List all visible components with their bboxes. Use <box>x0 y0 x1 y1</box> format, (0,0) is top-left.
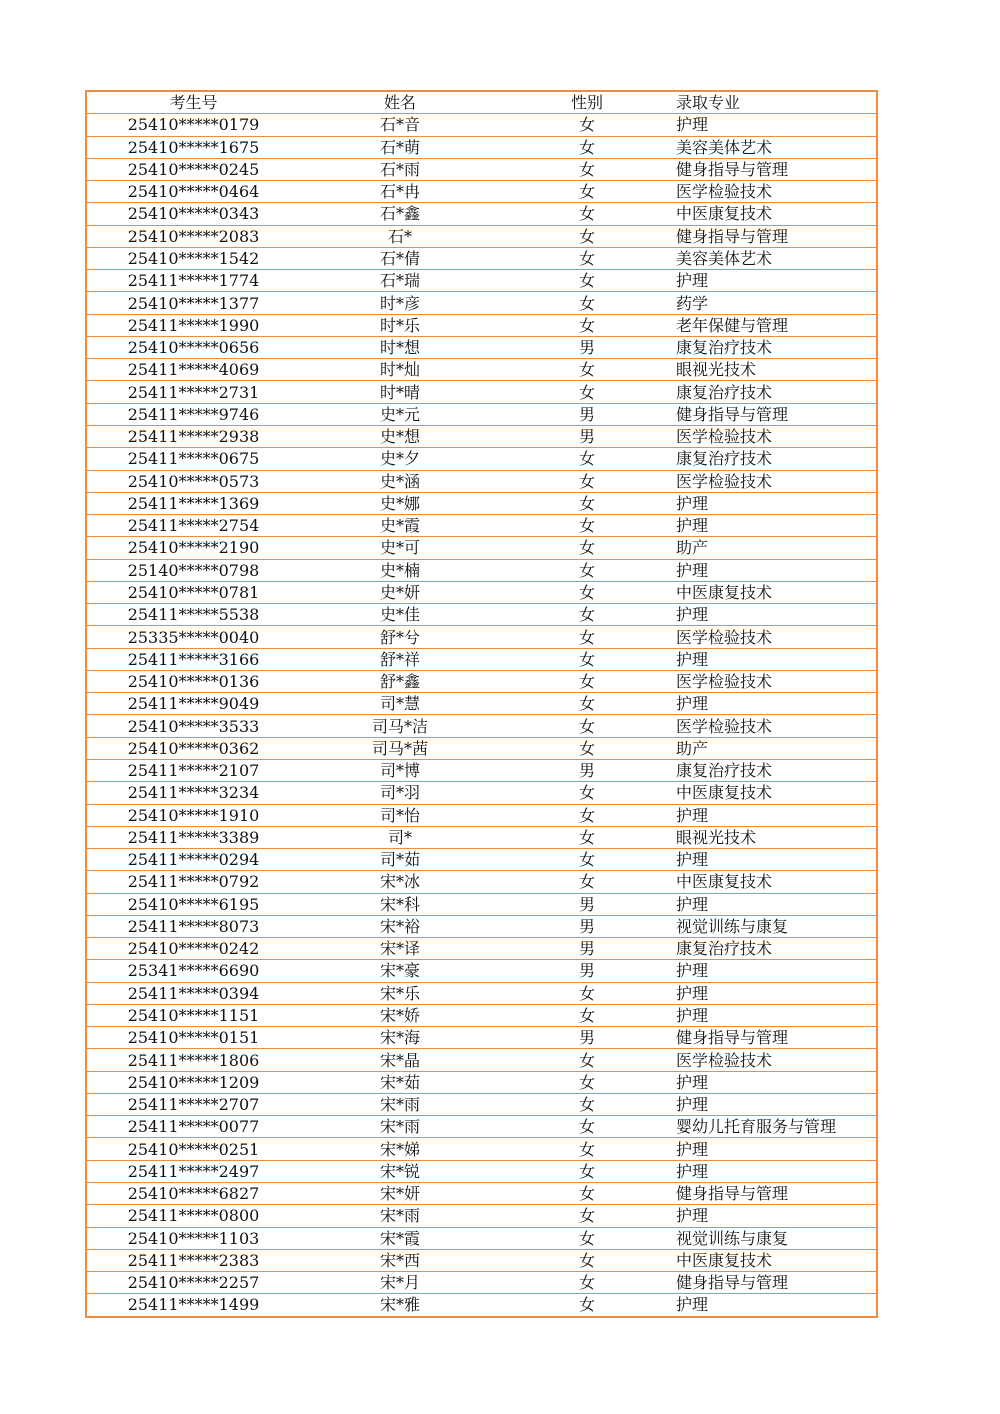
exam-id-cell: 25411*****0077 <box>86 1116 300 1138</box>
column-header-name: 姓名 <box>300 91 500 114</box>
gender-cell: 女 <box>500 448 674 470</box>
major-cell: 护理 <box>674 960 877 982</box>
student-name-cell: 宋*妍 <box>300 1183 500 1205</box>
major-cell: 健身指导与管理 <box>674 1027 877 1049</box>
major-cell: 护理 <box>674 1160 877 1182</box>
exam-id-cell: 25411*****3234 <box>86 782 300 804</box>
table-row <box>86 938 877 960</box>
gender-cell: 女 <box>500 871 674 893</box>
table-row <box>86 314 877 336</box>
exam-id-cell: 25411*****1369 <box>86 492 300 514</box>
gender-cell: 女 <box>500 1138 674 1160</box>
exam-id-cell: 25411*****3389 <box>86 826 300 848</box>
student-name-cell: 石*倩 <box>300 247 500 269</box>
gender-cell: 女 <box>500 581 674 603</box>
exam-id-cell: 25335*****0040 <box>86 626 300 648</box>
exam-id-cell: 25411*****1774 <box>86 270 300 292</box>
gender-cell: 男 <box>500 336 674 358</box>
student-name-cell: 宋*茹 <box>300 1071 500 1093</box>
student-name-cell: 史*霞 <box>300 515 500 537</box>
major-cell: 护理 <box>674 982 877 1004</box>
exam-id-cell: 25411*****9746 <box>86 403 300 425</box>
major-cell: 康复治疗技术 <box>674 938 877 960</box>
exam-id-cell: 25411*****2497 <box>86 1160 300 1182</box>
student-name-cell: 宋*海 <box>300 1027 500 1049</box>
exam-id-cell: 25411*****8073 <box>86 915 300 937</box>
exam-id-cell: 25410*****0464 <box>86 181 300 203</box>
gender-cell: 女 <box>500 782 674 804</box>
gender-cell: 女 <box>500 1071 674 1093</box>
exam-id-cell: 25410*****0656 <box>86 336 300 358</box>
student-name-cell: 宋*雨 <box>300 1116 500 1138</box>
gender-cell: 女 <box>500 804 674 826</box>
major-cell: 老年保健与管理 <box>674 314 877 336</box>
table-row <box>86 804 877 826</box>
gender-cell: 女 <box>500 982 674 1004</box>
exam-id-cell: 25410*****1209 <box>86 1071 300 1093</box>
exam-id-cell: 25411*****0792 <box>86 871 300 893</box>
gender-cell: 女 <box>500 559 674 581</box>
major-cell: 中医康复技术 <box>674 203 877 225</box>
student-name-cell: 宋*科 <box>300 893 500 915</box>
exam-id-cell: 25411*****5538 <box>86 604 300 626</box>
major-cell: 护理 <box>674 1294 877 1317</box>
exam-id-cell: 25411*****2383 <box>86 1249 300 1271</box>
major-cell: 助产 <box>674 537 877 559</box>
table-row <box>86 1004 877 1026</box>
student-name-cell: 时*乐 <box>300 314 500 336</box>
exam-id-cell: 25411*****3166 <box>86 648 300 670</box>
student-name-cell: 司马*茜 <box>300 737 500 759</box>
student-name-cell: 宋*西 <box>300 1249 500 1271</box>
table-row <box>86 1138 877 1160</box>
exam-id-cell: 25410*****0136 <box>86 670 300 692</box>
gender-cell: 男 <box>500 938 674 960</box>
student-name-cell: 史*佳 <box>300 604 500 626</box>
gender-cell: 女 <box>500 247 674 269</box>
student-name-cell: 宋*雨 <box>300 1093 500 1115</box>
student-name-cell: 史*娜 <box>300 492 500 514</box>
column-header-gender: 性别 <box>500 91 674 114</box>
table-row <box>86 1294 877 1317</box>
gender-cell: 女 <box>500 1183 674 1205</box>
student-name-cell: 石*萌 <box>300 136 500 158</box>
gender-cell: 女 <box>500 158 674 180</box>
major-cell: 护理 <box>674 515 877 537</box>
student-name-cell: 史*涵 <box>300 470 500 492</box>
major-cell: 护理 <box>674 114 877 136</box>
exam-id-cell: 25410*****0781 <box>86 581 300 603</box>
gender-cell: 男 <box>500 403 674 425</box>
major-cell: 护理 <box>674 492 877 514</box>
table-row <box>86 1027 877 1049</box>
table-row <box>86 270 877 292</box>
gender-cell: 女 <box>500 314 674 336</box>
major-cell: 护理 <box>674 1093 877 1115</box>
exam-id-cell: 25410*****0245 <box>86 158 300 180</box>
gender-cell: 男 <box>500 425 674 447</box>
gender-cell: 男 <box>500 1027 674 1049</box>
exam-id-cell: 25411*****0675 <box>86 448 300 470</box>
gender-cell: 女 <box>500 693 674 715</box>
exam-id-cell: 25410*****6827 <box>86 1183 300 1205</box>
major-cell: 药学 <box>674 292 877 314</box>
major-cell: 健身指导与管理 <box>674 403 877 425</box>
major-cell: 健身指导与管理 <box>674 1272 877 1294</box>
gender-cell: 女 <box>500 715 674 737</box>
student-name-cell: 时*晴 <box>300 381 500 403</box>
major-cell: 康复治疗技术 <box>674 336 877 358</box>
table-row <box>86 759 877 781</box>
exam-id-cell: 25411*****0294 <box>86 849 300 871</box>
table-row <box>86 403 877 425</box>
student-name-cell: 司* <box>300 826 500 848</box>
exam-id-cell: 25411*****4069 <box>86 359 300 381</box>
major-cell: 护理 <box>674 1004 877 1026</box>
exam-id-cell: 25410*****0179 <box>86 114 300 136</box>
table-row <box>86 1093 877 1115</box>
student-name-cell: 时*彦 <box>300 292 500 314</box>
exam-id-cell: 25411*****9049 <box>86 693 300 715</box>
major-cell: 助产 <box>674 737 877 759</box>
gender-cell: 男 <box>500 960 674 982</box>
gender-cell: 女 <box>500 203 674 225</box>
major-cell: 护理 <box>674 804 877 826</box>
gender-cell: 男 <box>500 759 674 781</box>
major-cell: 护理 <box>674 1205 877 1227</box>
major-cell: 护理 <box>674 604 877 626</box>
major-cell: 医学检验技术 <box>674 470 877 492</box>
table-row <box>86 425 877 447</box>
table-row <box>86 982 877 1004</box>
major-cell: 康复治疗技术 <box>674 448 877 470</box>
student-name-cell: 宋*娣 <box>300 1138 500 1160</box>
major-cell: 健身指导与管理 <box>674 158 877 180</box>
gender-cell: 女 <box>500 114 674 136</box>
exam-id-cell: 25410*****3533 <box>86 715 300 737</box>
gender-cell: 女 <box>500 470 674 492</box>
student-name-cell: 石*雨 <box>300 158 500 180</box>
table-row <box>86 359 877 381</box>
table-row <box>86 181 877 203</box>
table-row <box>86 470 877 492</box>
student-name-cell: 司*博 <box>300 759 500 781</box>
gender-cell: 女 <box>500 359 674 381</box>
major-cell: 护理 <box>674 270 877 292</box>
table-row <box>86 1272 877 1294</box>
gender-cell: 女 <box>500 270 674 292</box>
table-row <box>86 1183 877 1205</box>
exam-id-cell: 25411*****2707 <box>86 1093 300 1115</box>
major-cell: 护理 <box>674 1138 877 1160</box>
exam-id-cell: 25410*****1377 <box>86 292 300 314</box>
table-row <box>86 158 877 180</box>
gender-cell: 女 <box>500 626 674 648</box>
table-row <box>86 670 877 692</box>
table-row <box>86 715 877 737</box>
exam-id-cell: 25411*****2107 <box>86 759 300 781</box>
exam-id-cell: 25140*****0798 <box>86 559 300 581</box>
exam-id-cell: 25410*****0251 <box>86 1138 300 1160</box>
table-row <box>86 381 877 403</box>
student-name-cell: 司*慧 <box>300 693 500 715</box>
column-header-exam-id: 考生号 <box>86 91 300 114</box>
table-row <box>86 826 877 848</box>
table-row <box>86 1049 877 1071</box>
table-row <box>86 114 877 136</box>
student-name-cell: 宋*锐 <box>300 1160 500 1182</box>
major-cell: 美容美体艺术 <box>674 247 877 269</box>
student-name-cell: 时*想 <box>300 336 500 358</box>
table-row <box>86 1249 877 1271</box>
student-name-cell: 宋*雨 <box>300 1205 500 1227</box>
student-name-cell: 时*灿 <box>300 359 500 381</box>
gender-cell: 女 <box>500 492 674 514</box>
gender-cell: 女 <box>500 1093 674 1115</box>
gender-cell: 女 <box>500 670 674 692</box>
major-cell: 医学检验技术 <box>674 670 877 692</box>
major-cell: 婴幼儿托育服务与管理 <box>674 1116 877 1138</box>
gender-cell: 女 <box>500 1116 674 1138</box>
gender-cell: 女 <box>500 1227 674 1249</box>
table-row <box>86 849 877 871</box>
gender-cell: 男 <box>500 915 674 937</box>
table-row <box>86 537 877 559</box>
table-row <box>86 1227 877 1249</box>
major-cell: 视觉训练与康复 <box>674 915 877 937</box>
table-row <box>86 225 877 247</box>
table-row <box>86 782 877 804</box>
student-name-cell: 史*夕 <box>300 448 500 470</box>
exam-id-cell: 25410*****2083 <box>86 225 300 247</box>
gender-cell: 女 <box>500 1294 674 1317</box>
table-row <box>86 1160 877 1182</box>
exam-id-cell: 25410*****1675 <box>86 136 300 158</box>
gender-cell: 女 <box>500 737 674 759</box>
student-name-cell: 宋*月 <box>300 1272 500 1294</box>
major-cell: 护理 <box>674 559 877 581</box>
major-cell: 健身指导与管理 <box>674 1183 877 1205</box>
table-row <box>86 515 877 537</box>
exam-id-cell: 25411*****0800 <box>86 1205 300 1227</box>
exam-id-cell: 25411*****2938 <box>86 425 300 447</box>
student-name-cell: 宋*晶 <box>300 1049 500 1071</box>
table-body <box>86 114 877 1317</box>
table-row <box>86 604 877 626</box>
gender-cell: 女 <box>500 1205 674 1227</box>
major-cell: 护理 <box>674 893 877 915</box>
exam-id-cell: 25410*****0242 <box>86 938 300 960</box>
exam-id-cell: 25410*****6195 <box>86 893 300 915</box>
student-name-cell: 宋*雅 <box>300 1294 500 1317</box>
student-name-cell: 石*瑞 <box>300 270 500 292</box>
table-row <box>86 626 877 648</box>
table-row <box>86 871 877 893</box>
table-row <box>86 559 877 581</box>
student-name-cell: 宋*裕 <box>300 915 500 937</box>
student-name-cell: 史*可 <box>300 537 500 559</box>
column-header-major: 录取专业 <box>674 91 877 114</box>
student-name-cell: 石*鑫 <box>300 203 500 225</box>
gender-cell: 女 <box>500 1049 674 1071</box>
major-cell: 医学检验技术 <box>674 181 877 203</box>
table-row <box>86 203 877 225</box>
exam-id-cell: 25410*****1151 <box>86 1004 300 1026</box>
gender-cell: 女 <box>500 381 674 403</box>
student-name-cell: 石*音 <box>300 114 500 136</box>
student-name-cell: 宋*霞 <box>300 1227 500 1249</box>
exam-id-cell: 25411*****1990 <box>86 314 300 336</box>
major-cell: 护理 <box>674 693 877 715</box>
header-row <box>86 91 877 114</box>
exam-id-cell: 25410*****0362 <box>86 737 300 759</box>
exam-id-cell: 25410*****2190 <box>86 537 300 559</box>
student-name-cell: 宋*豪 <box>300 960 500 982</box>
major-cell: 中医康复技术 <box>674 1249 877 1271</box>
admission-list-table <box>85 90 878 1318</box>
student-name-cell: 舒*祥 <box>300 648 500 670</box>
table-row <box>86 1205 877 1227</box>
exam-id-cell: 25411*****1806 <box>86 1049 300 1071</box>
student-name-cell: 司*羽 <box>300 782 500 804</box>
table-row <box>86 448 877 470</box>
exam-id-cell: 25410*****1103 <box>86 1227 300 1249</box>
table-row <box>86 492 877 514</box>
major-cell: 康复治疗技术 <box>674 759 877 781</box>
student-name-cell: 石*冉 <box>300 181 500 203</box>
gender-cell: 男 <box>500 893 674 915</box>
student-name-cell: 司*怡 <box>300 804 500 826</box>
exam-id-cell: 25410*****1910 <box>86 804 300 826</box>
table-row <box>86 292 877 314</box>
table-row <box>86 581 877 603</box>
student-name-cell: 舒*鑫 <box>300 670 500 692</box>
gender-cell: 女 <box>500 849 674 871</box>
major-cell: 眼视光技术 <box>674 359 877 381</box>
major-cell: 中医康复技术 <box>674 581 877 603</box>
gender-cell: 女 <box>500 136 674 158</box>
major-cell: 中医康复技术 <box>674 782 877 804</box>
exam-id-cell: 25341*****6690 <box>86 960 300 982</box>
table-row <box>86 247 877 269</box>
major-cell: 医学检验技术 <box>674 626 877 648</box>
gender-cell: 女 <box>500 1272 674 1294</box>
gender-cell: 女 <box>500 537 674 559</box>
student-name-cell: 史*想 <box>300 425 500 447</box>
table-row <box>86 648 877 670</box>
gender-cell: 女 <box>500 648 674 670</box>
exam-id-cell: 25411*****0394 <box>86 982 300 1004</box>
major-cell: 医学检验技术 <box>674 425 877 447</box>
student-name-cell: 史*元 <box>300 403 500 425</box>
major-cell: 康复治疗技术 <box>674 381 877 403</box>
student-name-cell: 舒*兮 <box>300 626 500 648</box>
gender-cell: 女 <box>500 826 674 848</box>
major-cell: 护理 <box>674 648 877 670</box>
gender-cell: 女 <box>500 1004 674 1026</box>
table-row <box>86 693 877 715</box>
major-cell: 健身指导与管理 <box>674 225 877 247</box>
student-name-cell: 宋*冰 <box>300 871 500 893</box>
major-cell: 护理 <box>674 1071 877 1093</box>
table-row <box>86 1116 877 1138</box>
student-name-cell: 宋*乐 <box>300 982 500 1004</box>
student-name-cell: 宋*娇 <box>300 1004 500 1026</box>
major-cell: 眼视光技术 <box>674 826 877 848</box>
student-name-cell: 司*茹 <box>300 849 500 871</box>
gender-cell: 女 <box>500 1249 674 1271</box>
major-cell: 视觉训练与康复 <box>674 1227 877 1249</box>
student-name-cell: 史*楠 <box>300 559 500 581</box>
table-row <box>86 1071 877 1093</box>
major-cell: 护理 <box>674 849 877 871</box>
exam-id-cell: 25410*****1542 <box>86 247 300 269</box>
exam-id-cell: 25411*****2754 <box>86 515 300 537</box>
student-name-cell: 宋*译 <box>300 938 500 960</box>
gender-cell: 女 <box>500 604 674 626</box>
gender-cell: 女 <box>500 1160 674 1182</box>
gender-cell: 女 <box>500 292 674 314</box>
major-cell: 医学检验技术 <box>674 1049 877 1071</box>
student-name-cell: 史*妍 <box>300 581 500 603</box>
table-row <box>86 915 877 937</box>
exam-id-cell: 25410*****0573 <box>86 470 300 492</box>
exam-id-cell: 25410*****0343 <box>86 203 300 225</box>
table-row <box>86 960 877 982</box>
student-name-cell: 石* <box>300 225 500 247</box>
major-cell: 美容美体艺术 <box>674 136 877 158</box>
student-name-cell: 司马*洁 <box>300 715 500 737</box>
table-row <box>86 336 877 358</box>
exam-id-cell: 25410*****2257 <box>86 1272 300 1294</box>
table-row <box>86 893 877 915</box>
table-row <box>86 737 877 759</box>
gender-cell: 女 <box>500 225 674 247</box>
exam-id-cell: 25411*****1499 <box>86 1294 300 1317</box>
table-row <box>86 136 877 158</box>
exam-id-cell: 25411*****2731 <box>86 381 300 403</box>
gender-cell: 女 <box>500 181 674 203</box>
major-cell: 医学检验技术 <box>674 715 877 737</box>
exam-id-cell: 25410*****0151 <box>86 1027 300 1049</box>
major-cell: 中医康复技术 <box>674 871 877 893</box>
gender-cell: 女 <box>500 515 674 537</box>
